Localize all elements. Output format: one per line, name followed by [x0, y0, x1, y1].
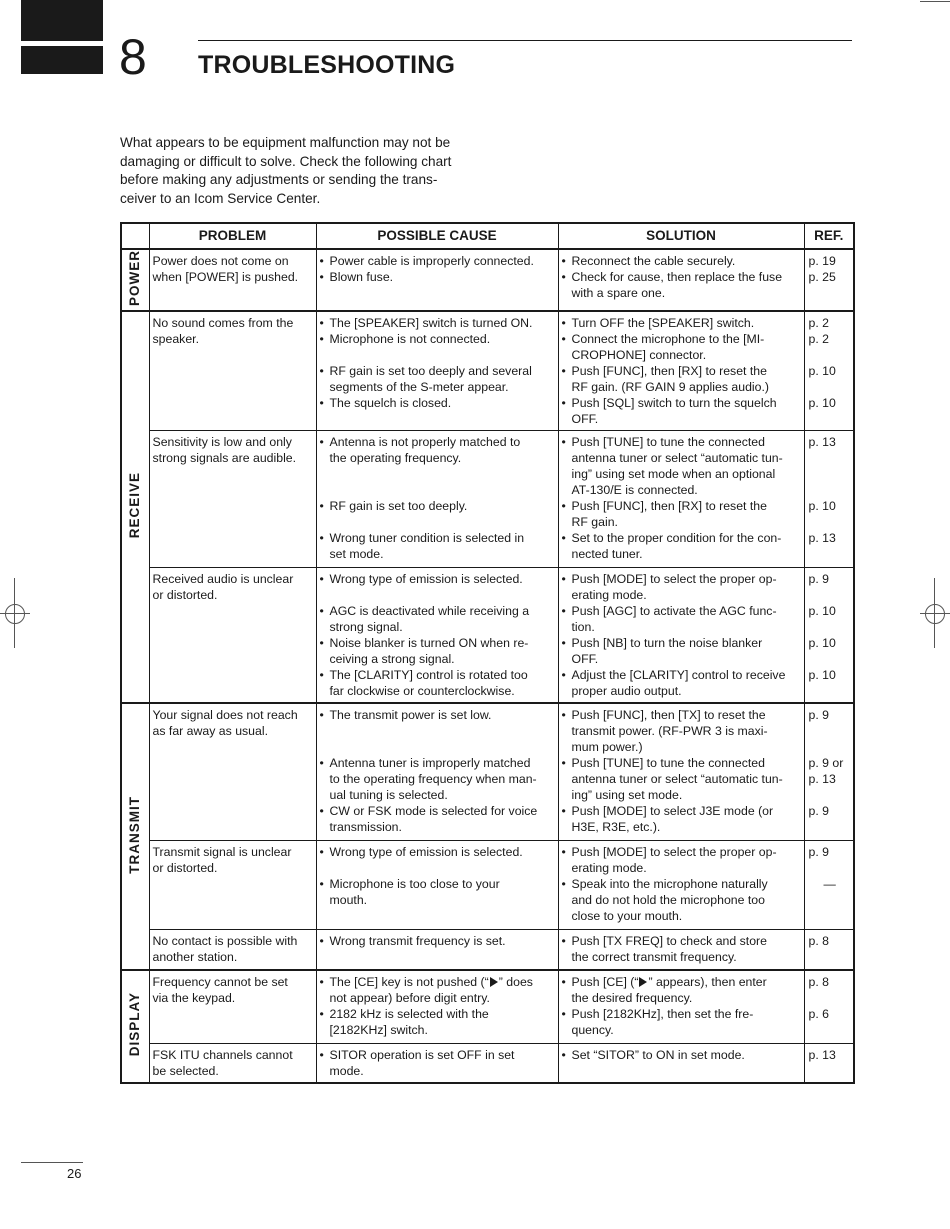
ref-cell: p. 8 p. 6 [804, 970, 854, 1043]
solution-cell: • Set “SITOR” to ON in set mode. [558, 1043, 804, 1083]
table-row [121, 311, 854, 430]
category-label: DISPLAY [127, 992, 143, 1057]
problem-cell: Transmit signal is unclear or distorted. [149, 840, 316, 929]
problem-cell: FSK ITU channels cannot be selected. [149, 1043, 316, 1083]
category-receive [121, 311, 149, 703]
ref-cell: p. 9 p. 10 p. 10 p. 10 [804, 567, 854, 703]
table-row [121, 970, 854, 1043]
intro-paragraph: What appears to be equipment malfunction may not be damaging or difficult to solve. Check the following chart before making any adjustments or sending the trans- ceiver to an Icom Service Center. [120, 135, 452, 207]
problem-cell: Received audio is unclear or distorted. [149, 567, 316, 703]
problem-cell: Power does not come on when [POWER] is pushed. [149, 249, 316, 311]
ref-cell: p. 19 p. 25 [804, 249, 854, 311]
cause-cell: • The [SPEAKER] switch is turned ON. • Microphone is not connected. • RF gain is set too deeply and several segments of the S-meter appear. • The squelch is closed. [316, 311, 558, 430]
ref-cell: p. 9 — [804, 840, 854, 929]
chapter-number: 8 [119, 29, 147, 85]
solution-cell: • Push [MODE] to select the proper op- erating mode. • Speak into the microphone naturally and do not hold the microphone too close to your mouth. [558, 840, 804, 929]
category-display [121, 970, 149, 1083]
chapter-tab-block [21, 0, 103, 41]
ref-cell: p. 9 p. 9 or p. 13 p. 9 [804, 703, 854, 840]
solution-cell: • Turn OFF the [SPEAKER] switch. • Connect the microphone to the [MI- CROPHONE] connector. • Push [FUNC], then [RX] to reset the RF gain. (RF GAIN 9 applies audio.) • Push [SQL] switch to turn the squelch OFF. [558, 311, 804, 430]
registration-mark-right [920, 578, 950, 648]
solution-cell: • Push [TUNE] to tune the connected antenna tuner or select “automatic tun- ing” using set mode when an optional AT-130/E is connected. • Push [FUNC], then [RX] to reset the RF gain. • Set to the proper condition for the con- nected tuner. [558, 430, 804, 567]
solution-cell: • Push [FUNC], then [TX] to reset the transmit power. (RF-PWR 3 is maxi- mum power.) • Push [TUNE] to tune the connected antenna tuner or select “automatic tun- ing” using set mode. • Push [MODE] to select J3E mode (or H3E, R3E, etc.). [558, 703, 804, 840]
table-row [121, 567, 854, 703]
troubleshooting-table [120, 222, 855, 1084]
registration-mark-left [0, 578, 30, 648]
category-transmit [121, 703, 149, 970]
title-rule [198, 40, 852, 41]
cause-cell: • SITOR operation is set OFF in set mode. [316, 1043, 558, 1083]
solution-cell: • Push [MODE] to select the proper op- erating mode. • Push [AGC] to activate the AGC func- tion. • Push [NB] to turn the noise blanker OFF. • Adjust the [CLARITY] control to receive proper audio output. [558, 567, 804, 703]
header-solution: SOLUTION [558, 223, 804, 249]
cause-cell: • Wrong type of emission is selected. • AGC is deactivated while receiving a strong signal. • Noise blanker is turned ON when re- ceiving a strong signal. • The [CLARITY] control is rotated too far clockwise or counterclockwise. [316, 567, 558, 703]
header-category-blank [121, 223, 149, 249]
problem-cell: No contact is possible with another station. [149, 929, 316, 970]
play-arrow-icon [639, 977, 647, 987]
footer-rule [21, 1162, 83, 1163]
problem-cell: Your signal does not reach as far away as usual. [149, 703, 316, 840]
problem-cell: Sensitivity is low and only strong signals are audible. [149, 430, 316, 567]
page-number: 26 [67, 1166, 82, 1181]
crop-mark [920, 1, 950, 2]
table-row [121, 1043, 854, 1083]
category-power [121, 249, 149, 311]
ref-cell: p. 2 p. 2 p. 10 p. 10 [804, 311, 854, 430]
category-label: RECEIVE [127, 471, 143, 539]
table-row [121, 840, 854, 929]
header-problem: PROBLEM [149, 223, 316, 249]
page-title: TROUBLESHOOTING [198, 51, 456, 79]
table-row [121, 929, 854, 970]
solution-cell: • Reconnect the cable securely. • Check for cause, then replace the fuse with a spare one. [558, 249, 804, 311]
cause-cell: • Antenna is not properly matched to the operating frequency. • RF gain is set too deeply. • Wrong tuner condition is selected in set mode. [316, 430, 558, 567]
problem-cell: No sound comes from the speaker. [149, 311, 316, 430]
table-row [121, 703, 854, 840]
header-possible-cause: POSSIBLE CAUSE [316, 223, 558, 249]
cause-cell: • The transmit power is set low. • Antenna tuner is improperly matched to the operating frequency when man- ual tuning is selected. • CW or FSK mode is selected for voice transmission. [316, 703, 558, 840]
cause-cell: • Wrong type of emission is selected. • Microphone is too close to your mouth. [316, 840, 558, 929]
problem-cell: Frequency cannot be set via the keypad. [149, 970, 316, 1043]
table-row [121, 430, 854, 567]
solution-cell: • Push [CE] (“ ” appears), then enter the desired frequency. • Push [2182KHz], then set the fre- quency. [558, 970, 804, 1043]
ref-cell: p. 13 p. 10 p. 13 [804, 430, 854, 567]
header-ref: REF. [804, 223, 854, 249]
chapter-tab-block-lower [21, 46, 103, 74]
solution-cell: • Push [TX FREQ] to check and store the correct transmit frequency. [558, 929, 804, 970]
cause-cell: • Wrong transmit frequency is set. [316, 929, 558, 970]
category-label: TRANSMIT [127, 795, 143, 874]
table-row [121, 249, 854, 311]
cause-cell: • Power cable is improperly connected. • Blown fuse. [316, 249, 558, 311]
ref-cell: p. 8 [804, 929, 854, 970]
table-header-row [121, 223, 854, 249]
category-label: POWER [127, 250, 143, 307]
cause-cell: • The [CE] key is not pushed (“ ” does not appear) before digit entry. • 2182 kHz is selected with the [2182KHz] switch. [316, 970, 558, 1043]
play-arrow-icon [490, 977, 498, 987]
ref-cell: p. 13 [804, 1043, 854, 1083]
